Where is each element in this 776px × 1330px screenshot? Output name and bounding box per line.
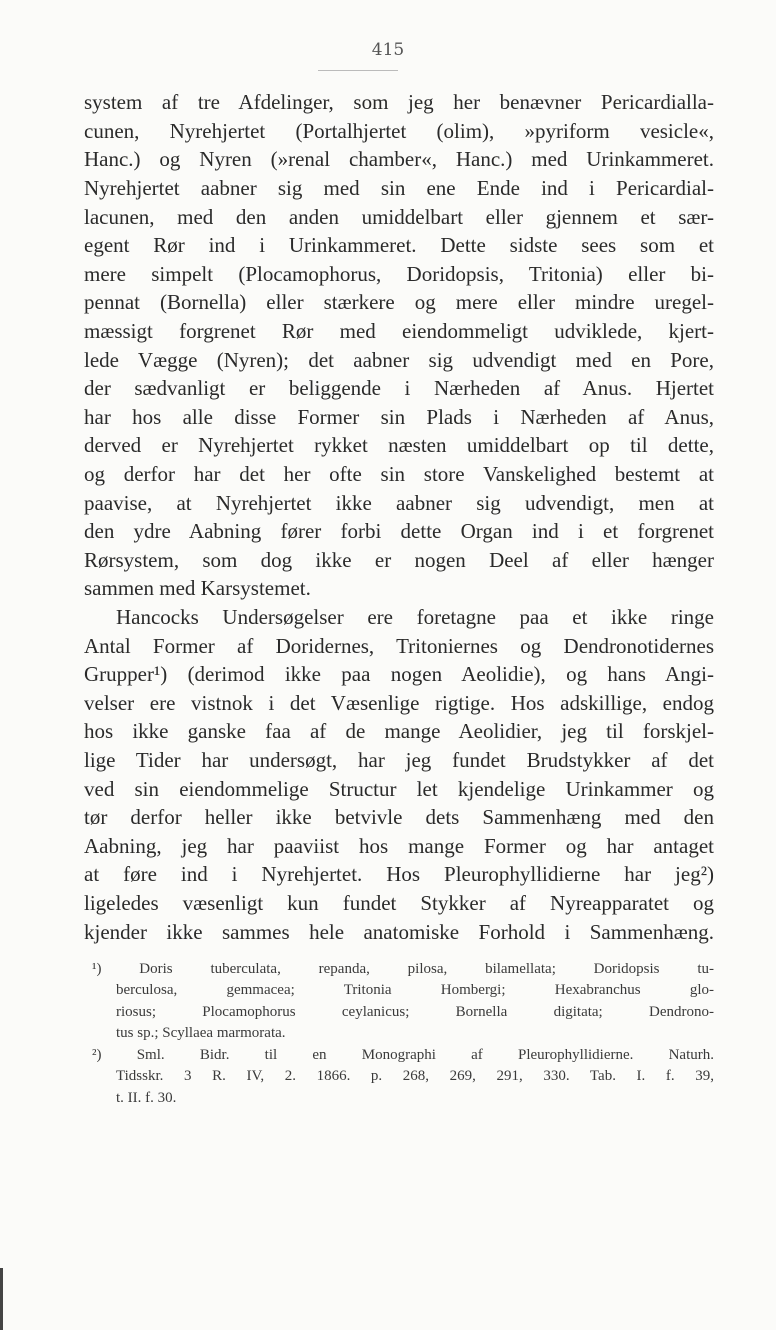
body-line: system af tre Afdelinger, som jeg her benævner Pericardialla-: [84, 90, 714, 114]
body-line: Rørsystem, som dog ikke er nogen Deel af eller hænger: [84, 548, 714, 572]
body-line: derved er Nyrehjertet rykket næsten umiddelbart op til dette,: [84, 433, 714, 457]
body-line: den ydre Aabning fører forbi dette Organ ind i et forgrenet: [84, 519, 714, 543]
body-line: kjender ikke sammes hele anatomiske Forhold i Sammenhæng.: [84, 920, 714, 944]
body-line: pennat (Bornella) eller stærkere og mere eller mindre uregel-: [84, 290, 714, 314]
body-line: paavise, at Nyrehjertet ikke aabner sig udvendigt, men at: [84, 491, 714, 515]
body-line: hos ikke ganske faa af de mange Aeolidier, jeg til forskjel-: [84, 719, 714, 743]
body-line: Antal Former af Doridernes, Tritoniernes og Dendronotidernes: [84, 634, 714, 658]
body-line: egent Rør ind i Urinkammeret. Dette sidste sees som et: [84, 233, 714, 257]
body-line: Aabning, jeg har paaviist hos mange Former og har antaget: [84, 834, 714, 858]
body-line: mæssigt forgrenet Rør med eiendommeligt udviklede, kjert-: [84, 319, 714, 343]
page-number: 415: [371, 40, 405, 60]
body-line: lacunen, med den anden umiddelbart eller gjennem et sær-: [84, 205, 714, 229]
body-line: tør derfor heller ikke betvivle dets Sammenhæng med den: [84, 805, 714, 829]
body-line: at føre ind i Nyrehjertet. Hos Pleurophyllidierne har jeg²): [84, 862, 714, 886]
body-line: velser ere vistnok i det Væsenlige rigtige. Hos adskillige, endog: [84, 691, 714, 715]
body-line: og derfor har det her ofte sin store Vanskelighed bestemt at: [84, 462, 714, 486]
body-line: lede Vægge (Nyren); det aabner sig udvendigt med en Pore,: [84, 348, 714, 372]
body-line: Hanc.) og Nyren (»renal chamber«, Hanc.) med Urinkammeret.: [84, 147, 714, 171]
footnote-line: ¹) Doris tuberculata, repanda, pilosa, bilamellata; Doridopsis tu-: [92, 961, 714, 977]
footnote-line: riosus; Plocamophorus ceylanicus; Bornella digitata; Dendrono-: [116, 1004, 714, 1020]
body-line: der sædvanligt er beliggende i Nærheden af Anus. Hjertet: [84, 376, 714, 400]
body-line: har hos alle disse Former sin Plads i Nærheden af Anus,: [84, 405, 714, 429]
body-line: mere simpelt (Plocamophorus, Doridopsis, Tritonia) eller bi-: [84, 262, 714, 286]
body-line: ved sin eiendommelige Structur let kjendelige Urinkammer og: [84, 777, 714, 801]
body-line: Nyrehjertet aabner sig med sin ene Ende ind i Pericardial-: [84, 176, 714, 200]
body-line: sammen med Karsystemet.: [84, 576, 311, 600]
body-line: ligeledes væsenligt kun fundet Stykker af Nyreapparatet og: [84, 891, 714, 915]
footnote-line: Tidsskr. 3 R. IV, 2. 1866. p. 268, 269, 291, 330. Tab. I. f. 39,: [116, 1068, 714, 1084]
footnote-line: tus sp.; Scyllaea marmorata.: [116, 1025, 286, 1041]
header-rule: [318, 70, 398, 71]
body-line: cunen, Nyrehjertet (Portalhjertet (olim), »pyriform vesicle«,: [84, 119, 714, 143]
body-line: Hancocks Undersøgelser ere foretagne paa et ikke ringe: [116, 605, 714, 629]
body-line: lige Tider har undersøgt, har jeg fundet Brudstykker af det: [84, 748, 714, 772]
footnote-line: ²) Sml. Bidr. til en Monographi af Pleurophyllidierne. Naturh.: [92, 1047, 714, 1063]
body-line: Grupper¹) (derimod ikke paa nogen Aeolidie), og hans Angi-: [84, 662, 714, 686]
footnote-line: t. II. f. 30.: [116, 1090, 177, 1106]
scan-edge-mark: [0, 1268, 3, 1330]
footnote-line: berculosa, gemmacea; Tritonia Hombergi; Hexabranchus glo-: [116, 982, 714, 998]
